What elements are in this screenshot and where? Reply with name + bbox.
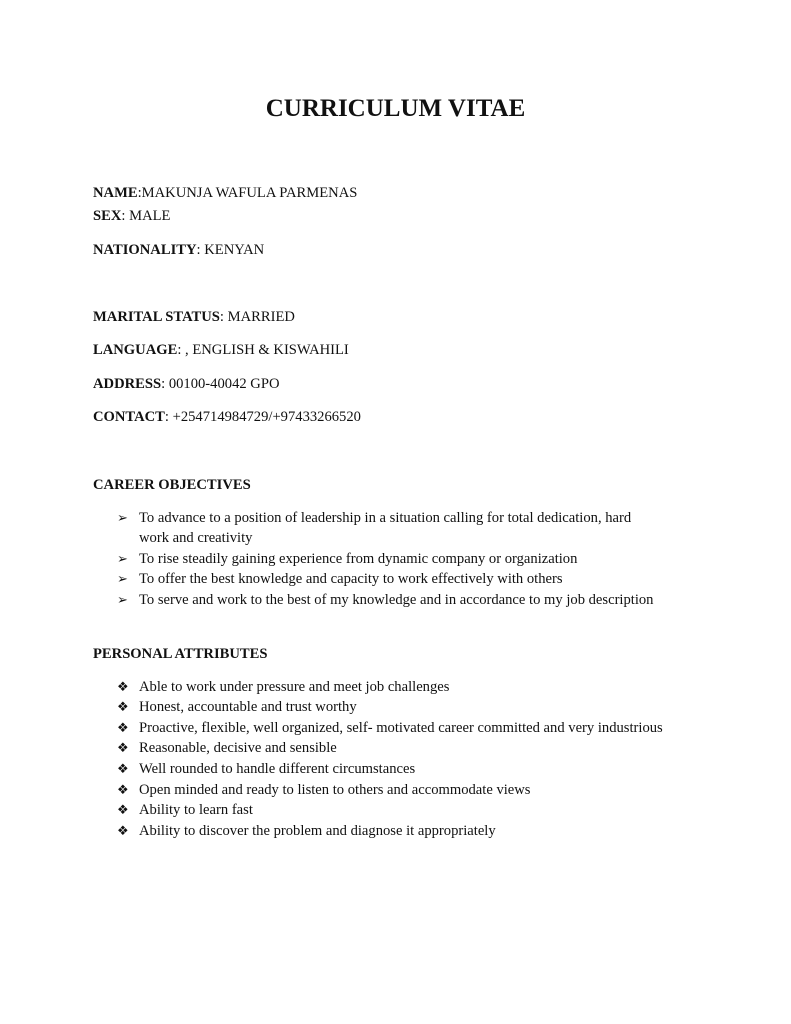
list-item: work and creativity [139, 530, 253, 546]
list-item: To serve and work to the best of my knowledge and in accordance to my job description [139, 592, 654, 608]
contact-line [93, 408, 361, 426]
list-item: To offer the best knowledge and capacity to work effectively with others [139, 571, 563, 587]
language-label: LANGUAGE [93, 342, 178, 358]
contact-label: CONTACT [93, 409, 165, 425]
list-item: To rise steadily gaining experience from dynamic company or organization [139, 551, 578, 567]
attributes-heading-text: PERSONAL ATTRIBUTES [93, 646, 268, 662]
name-line: NAME:MAKUNJA WAFULA PARMENAS [93, 185, 358, 201]
document-title: CURRICULUM VITAE [265, 95, 526, 122]
list-item: Well rounded to handle different circumstances [139, 761, 416, 777]
attributes-heading [93, 645, 268, 663]
bullet-icon: ➢ [117, 592, 128, 607]
address-label: ADDRESS [93, 376, 162, 392]
marital-value: : MARRIED [219, 309, 295, 325]
sex-value: : MALE [121, 208, 171, 224]
name-value: MAKUNJA WAFULA PARMENAS [141, 185, 358, 201]
nationality-label: NATIONALITY [93, 242, 197, 258]
list-item: Open minded and ready to listen to others and accommodate views [139, 782, 531, 798]
address-value: : 00100-40042 GPO [161, 376, 280, 392]
list-item: Ability to learn fast [139, 802, 253, 818]
bullet-icon: ❖ [117, 699, 129, 714]
list-item: Ability to discover the problem and diagnose it appropriately [139, 823, 496, 839]
list-item: Proactive, flexible, well organized, self- motivated career committed and very industrious [139, 720, 663, 736]
sex-line [93, 207, 170, 225]
marital-line [93, 308, 295, 326]
language-value: : , ENGLISH & KISWAHILI [177, 342, 349, 358]
bullet-icon: ❖ [117, 720, 129, 735]
list-item: To advance to a position of leadership in a situation calling for total dedication, hard [139, 510, 632, 526]
bullet-icon: ❖ [117, 761, 129, 776]
bullet-icon: ❖ [117, 802, 129, 817]
address-line [93, 375, 280, 393]
name-label: NAME [93, 185, 138, 201]
marital-label: MARITAL STATUS [93, 309, 220, 325]
sex-label: SEX [93, 208, 122, 224]
list-item: Able to work under pressure and meet job challenges [139, 679, 450, 695]
list-item: Honest, accountable and trust worthy [139, 699, 357, 715]
language-line [93, 341, 349, 359]
bullet-icon: ➢ [117, 551, 128, 566]
list-item: Reasonable, decisive and sensible [139, 740, 337, 756]
career-heading-text: CAREER OBJECTIVES [93, 477, 251, 493]
nationality-line [93, 241, 264, 259]
bullet-icon: ❖ [117, 782, 129, 797]
bullet-icon: ➢ [117, 571, 128, 586]
nationality-value: : KENYAN [196, 242, 265, 258]
career-heading [93, 476, 251, 494]
bullet-icon: ❖ [117, 740, 129, 755]
bullet-icon: ➢ [117, 510, 128, 525]
bullet-icon: ❖ [117, 823, 129, 838]
contact-value: : +254714984729/+97433266520 [164, 409, 361, 425]
bullet-icon: ❖ [117, 679, 129, 694]
